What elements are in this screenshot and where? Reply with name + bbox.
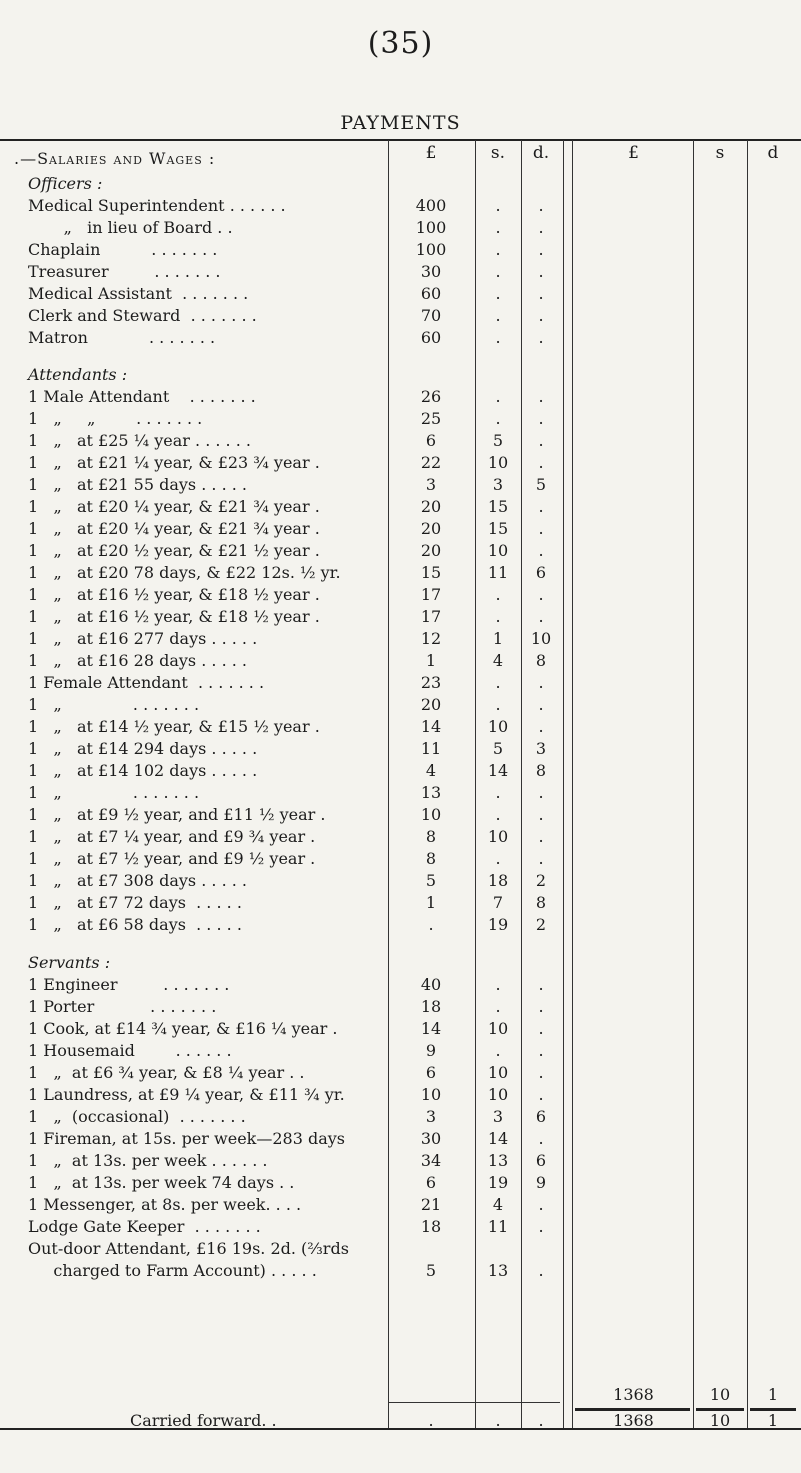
ledger-row	[0, 239, 801, 261]
ledger-row	[0, 782, 801, 804]
header-pounds: £	[425, 143, 437, 163]
amount-shillings: 13	[487, 1151, 509, 1170]
amount-pounds: 6	[425, 1173, 437, 1192]
ledger-row	[0, 1084, 801, 1106]
carried-forward-pence-total: 1	[767, 1411, 779, 1430]
ledger-row	[0, 1018, 801, 1040]
item-description: 1 „ at £20 ¼ year, & £21 ¾ year .	[28, 497, 320, 516]
item-description: 1 „ at 13s. per week . . . . . .	[28, 1151, 268, 1170]
ledger-row	[0, 584, 801, 606]
amount-pence: .	[538, 1063, 544, 1082]
amount-shillings: .	[495, 409, 501, 428]
ledger-row	[0, 804, 801, 826]
amount-shillings: .	[495, 849, 501, 868]
amount-pounds: 100	[415, 240, 447, 259]
item-description: 1 „ at £16 28 days . . . . .	[28, 651, 247, 670]
amount-pounds: 1	[425, 651, 437, 670]
ledger-row	[0, 996, 801, 1018]
amount-pounds: 400	[415, 196, 447, 215]
amount-pence: .	[538, 306, 544, 325]
amount-pounds: 40	[420, 975, 442, 994]
amount-pounds: 9	[425, 1041, 437, 1060]
amount-pence: 9	[535, 1173, 547, 1192]
ledger-row	[0, 606, 801, 628]
amount-pence: .	[538, 849, 544, 868]
amount-pence: .	[538, 827, 544, 846]
item-description: 1 Cook, at £14 ¾ year, & £16 ¼ year .	[28, 1019, 338, 1038]
item-description: 1 Housemaid . . . . . .	[28, 1041, 232, 1060]
item-description: 1 Male Attendant . . . . . . .	[28, 387, 256, 406]
amount-pounds: 13	[420, 783, 442, 802]
subsection-title: Officers :	[28, 174, 103, 193]
subtotal-pence: 1	[767, 1385, 779, 1404]
carried-forward-pence: .	[538, 1411, 544, 1430]
item-description: Medical Assistant . . . . . . .	[28, 284, 249, 303]
item-description: 1 „ at £6 ¾ year, & £8 ¼ year . .	[28, 1063, 305, 1082]
amount-shillings: .	[495, 585, 501, 604]
amount-pounds: 4	[425, 761, 437, 780]
amount-shillings: 10	[487, 1019, 509, 1038]
amount-shillings: .	[495, 1041, 501, 1060]
amount-shillings: 10	[487, 453, 509, 472]
ledger-row	[0, 1260, 801, 1282]
amount-pounds: 10	[420, 1085, 442, 1104]
header-pence-total: d	[767, 143, 779, 163]
amount-shillings: .	[495, 387, 501, 406]
amount-pence: .	[538, 1085, 544, 1104]
amount-shillings: 15	[487, 497, 509, 516]
ledger-row	[0, 672, 801, 694]
amount-shillings: 14	[487, 1129, 509, 1148]
subsection-row	[0, 952, 801, 974]
amount-shillings: 4	[492, 1195, 504, 1214]
amount-pence: .	[538, 1019, 544, 1038]
amount-shillings: 19	[487, 915, 509, 934]
ledger-row	[0, 1194, 801, 1216]
amount-pounds: 5	[425, 871, 437, 890]
amount-shillings: 15	[487, 519, 509, 538]
ledger-row	[0, 562, 801, 584]
amount-shillings: .	[495, 975, 501, 994]
ledger-row	[0, 305, 801, 327]
carried-forward-shillings: .	[495, 1411, 501, 1430]
amount-pence: .	[538, 1195, 544, 1214]
amount-shillings: 5	[492, 739, 504, 758]
subtotal-shillings: 10	[709, 1385, 731, 1404]
subsection-title: Attendants :	[28, 365, 128, 384]
header-shillings: s.	[490, 143, 506, 163]
subsection-row	[0, 173, 801, 195]
amount-pounds: 17	[420, 585, 442, 604]
amount-pence: .	[538, 975, 544, 994]
top-rule	[0, 139, 801, 141]
item-description: 1 „ at £20 ½ year, & £21 ½ year .	[28, 541, 320, 560]
amount-pounds: 23	[420, 673, 442, 692]
ledger-row	[0, 195, 801, 217]
item-description: Matron . . . . . . .	[28, 328, 216, 347]
amount-pounds: 20	[420, 695, 442, 714]
item-description: 1 „ at £21 55 days . . . . .	[28, 475, 247, 494]
amount-pounds: 20	[420, 541, 442, 560]
amount-shillings: .	[495, 284, 501, 303]
ledger-row	[0, 848, 801, 870]
carried-forward-pounds-total: 1368	[613, 1411, 654, 1430]
item-description: 1 Laundress, at £9 ¼ year, & £11 ¾ yr.	[28, 1085, 345, 1104]
amount-shillings: .	[495, 328, 501, 347]
amount-pence: .	[538, 541, 544, 560]
amount-pence: 2	[535, 871, 547, 890]
ledger-row	[0, 386, 801, 408]
ledger-row	[0, 826, 801, 848]
ledger-row	[0, 1172, 801, 1194]
amount-pence: .	[538, 328, 544, 347]
amount-pounds: 8	[425, 849, 437, 868]
amount-pence: .	[538, 409, 544, 428]
ledger-row	[0, 474, 801, 496]
amount-shillings: 11	[487, 1217, 509, 1236]
amount-pounds: 26	[420, 387, 442, 406]
header-pence: d.	[532, 143, 550, 163]
amount-shillings: .	[495, 607, 501, 626]
amount-shillings: 10	[487, 1085, 509, 1104]
item-description: 1 „ . . . . . . .	[28, 783, 200, 802]
item-description: 1 Engineer . . . . . . .	[28, 975, 230, 994]
amount-pence: .	[538, 196, 544, 215]
amount-pounds: 10	[420, 805, 442, 824]
amount-shillings: 13	[487, 1261, 509, 1280]
amount-pounds: 17	[420, 607, 442, 626]
amount-pence: 6	[535, 563, 547, 582]
ledger-row	[0, 518, 801, 540]
ledger-row	[0, 650, 801, 672]
amount-pence: .	[538, 717, 544, 736]
item-description: Out-door Attendant, £16 19s. 2d. (⅔rds	[28, 1239, 349, 1258]
subtotal-row	[0, 1384, 801, 1406]
item-description: Clerk and Steward . . . . . . .	[28, 306, 257, 325]
amount-pence: 3	[535, 739, 547, 758]
amount-pounds: 22	[420, 453, 442, 472]
amount-pence: .	[538, 1217, 544, 1236]
item-description: Lodge Gate Keeper . . . . . . .	[28, 1217, 261, 1236]
amount-pence: .	[538, 607, 544, 626]
item-description: Chaplain . . . . . . .	[28, 240, 218, 259]
amount-pounds: 15	[420, 563, 442, 582]
amount-shillings: 1	[492, 629, 504, 648]
amount-pence: .	[538, 695, 544, 714]
amount-pence: .	[538, 453, 544, 472]
amount-shillings: 18	[487, 871, 509, 890]
item-description: charged to Farm Account) . . . . .	[28, 1261, 317, 1280]
amount-shillings: .	[495, 306, 501, 325]
amount-pence: 5	[535, 475, 547, 494]
amount-pence: .	[538, 284, 544, 303]
amount-shillings: 3	[492, 1107, 504, 1126]
amount-pounds: 11	[420, 739, 442, 758]
item-description: 1 „ at £6 58 days . . . . .	[28, 915, 242, 934]
ledger-row	[0, 283, 801, 305]
page-number: (35)	[367, 26, 434, 61]
amount-pence: 6	[535, 1107, 547, 1126]
ledger-row	[0, 430, 801, 452]
carried-forward-row	[0, 1410, 801, 1432]
item-description: 1 Fireman, at 15s. per week—283 days	[28, 1129, 346, 1148]
header-pounds-total: £	[628, 143, 639, 163]
amount-pence: .	[538, 783, 544, 802]
amount-pounds: 21	[420, 1195, 442, 1214]
amount-shillings: 5	[492, 431, 504, 450]
amount-pence: 8	[535, 651, 547, 670]
amount-pence: .	[538, 431, 544, 450]
item-description: 1 Female Attendant . . . . . . .	[28, 673, 265, 692]
amount-shillings: 11	[487, 563, 509, 582]
item-description: 1 „ at £9 ½ year, and £11 ½ year .	[28, 805, 326, 824]
ledger-row	[0, 327, 801, 349]
item-description: Treasurer . . . . . . .	[28, 262, 221, 281]
item-description: 1 Messenger, at 8s. per week. . . .	[28, 1195, 302, 1214]
item-description: 1 „ at £20 ¼ year, & £21 ¾ year .	[28, 519, 320, 538]
amount-shillings: 3	[492, 475, 504, 494]
amount-shillings: .	[495, 695, 501, 714]
amount-shillings: .	[495, 218, 501, 237]
amount-pounds: 5	[425, 1261, 437, 1280]
carried-forward-label: Carried forward. .	[130, 1411, 277, 1430]
amount-pounds: 30	[420, 1129, 442, 1148]
amount-pence: .	[538, 1261, 544, 1280]
item-description: 1 „ at £16 ½ year, & £18 ½ year .	[28, 585, 320, 604]
ledger-row	[0, 408, 801, 430]
amount-pounds: .	[428, 915, 434, 934]
ledger-row	[0, 738, 801, 760]
ledger-row	[0, 1106, 801, 1128]
amount-pence: .	[538, 585, 544, 604]
amount-pounds: 8	[425, 827, 437, 846]
ledger-row	[0, 1040, 801, 1062]
amount-shillings: 10	[487, 827, 509, 846]
carried-forward-pounds: .	[428, 1411, 434, 1430]
section-heading	[0, 148, 801, 170]
amount-pence: .	[538, 1041, 544, 1060]
ledger-row	[0, 760, 801, 782]
amount-shillings: 10	[487, 1063, 509, 1082]
amount-pounds: 100	[415, 218, 447, 237]
amount-shillings: .	[495, 196, 501, 215]
item-description: Medical Superintendent . . . . . .	[28, 196, 286, 215]
amount-shillings: .	[495, 240, 501, 259]
amount-pounds: 18	[420, 1217, 442, 1236]
amount-pence: .	[538, 218, 544, 237]
amount-pounds: 6	[425, 1063, 437, 1082]
amount-pounds: 20	[420, 519, 442, 538]
carried-forward-shillings-total: 10	[709, 1411, 731, 1430]
item-description: 1 „ at £16 277 days . . . . .	[28, 629, 258, 648]
amount-pence: .	[538, 387, 544, 406]
amount-pounds: 6	[425, 431, 437, 450]
amount-shillings: 4	[492, 651, 504, 670]
ledger-row	[0, 217, 801, 239]
header-shillings-total: s	[715, 143, 725, 163]
amount-pence: .	[538, 673, 544, 692]
ledger-row	[0, 496, 801, 518]
amount-shillings: 19	[487, 1173, 509, 1192]
ledger-row	[0, 1238, 801, 1260]
ledger-row	[0, 1150, 801, 1172]
ledger-row	[0, 1062, 801, 1084]
ledger-row	[0, 892, 801, 914]
item-description: 1 „ at £14 102 days . . . . .	[28, 761, 258, 780]
amount-pence: .	[538, 997, 544, 1016]
amount-pence: 10	[530, 629, 552, 648]
amount-shillings: .	[495, 805, 501, 824]
item-description: 1 „ at 13s. per week 74 days . .	[28, 1173, 295, 1192]
item-description: 1 „ (occasional) . . . . . . .	[28, 1107, 246, 1126]
item-description: 1 „ . . . . . . .	[28, 695, 200, 714]
amount-pounds: 34	[420, 1151, 442, 1170]
item-description: 1 „ at £7 308 days . . . . .	[28, 871, 247, 890]
item-description: 1 „ „ . . . . . . .	[28, 409, 203, 428]
item-description: 1 „ at £14 294 days . . . . .	[28, 739, 258, 758]
amount-shillings: .	[495, 262, 501, 281]
amount-shillings: .	[495, 673, 501, 692]
ledger-row	[0, 716, 801, 738]
amount-pence: .	[538, 1129, 544, 1148]
amount-pence: .	[538, 240, 544, 259]
item-description: 1 „ at £14 ½ year, & £15 ½ year .	[28, 717, 320, 736]
amount-pounds: 3	[425, 1107, 437, 1126]
amount-pounds: 25	[420, 409, 442, 428]
subsection-row	[0, 364, 801, 386]
amount-pence: 8	[535, 761, 547, 780]
ledger-row	[0, 452, 801, 474]
section-heading-text: .—Salaries and Wages :	[14, 149, 216, 168]
ledger-row	[0, 694, 801, 716]
amount-pence: .	[538, 262, 544, 281]
amount-pounds: 70	[420, 306, 442, 325]
amount-pounds: 60	[420, 328, 442, 347]
amount-pounds: 20	[420, 497, 442, 516]
item-description: 1 „ at £7 ½ year, and £9 ½ year .	[28, 849, 316, 868]
item-description: 1 „ at £25 ¼ year . . . . . .	[28, 431, 251, 450]
ledger-row	[0, 974, 801, 996]
subsection-title: Servants :	[28, 953, 111, 972]
subtotal-pounds: 1368	[613, 1385, 654, 1404]
amount-pounds: 3	[425, 475, 437, 494]
item-description: 1 „ at £7 ¼ year, and £9 ¾ year .	[28, 827, 316, 846]
ledger-row	[0, 628, 801, 650]
amount-pence: .	[538, 805, 544, 824]
amount-pounds: 30	[420, 262, 442, 281]
amount-pence: 6	[535, 1151, 547, 1170]
amount-pence: 8	[535, 893, 547, 912]
amount-pounds: 1	[425, 893, 437, 912]
amount-pounds: 14	[420, 1019, 442, 1038]
amount-shillings: 14	[487, 761, 509, 780]
page-title: PAYMENTS	[340, 112, 461, 134]
ledger-row	[0, 1128, 801, 1150]
amount-shillings: 7	[492, 893, 504, 912]
amount-shillings: 10	[487, 541, 509, 560]
amount-pence: .	[538, 497, 544, 516]
item-description: „ in lieu of Board . .	[28, 218, 233, 237]
amount-pence: 2	[535, 915, 547, 934]
item-description: 1 „ at £7 72 days . . . . .	[28, 893, 242, 912]
amount-pounds: 12	[420, 629, 442, 648]
item-description: 1 „ at £21 ¼ year, & £23 ¾ year .	[28, 453, 320, 472]
ledger-row	[0, 540, 801, 562]
item-description: 1 „ at £16 ½ year, & £18 ½ year .	[28, 607, 320, 626]
amount-pounds: 18	[420, 997, 442, 1016]
item-description: 1 „ at £20 78 days, & £22 12s. ½ yr.	[28, 563, 341, 582]
amount-shillings: .	[495, 783, 501, 802]
ledger-row	[0, 870, 801, 892]
ledger-row	[0, 914, 801, 936]
amount-shillings: .	[495, 997, 501, 1016]
amount-pounds: 14	[420, 717, 442, 736]
amount-pence: .	[538, 519, 544, 538]
amount-shillings: 10	[487, 717, 509, 736]
ledger-row	[0, 1216, 801, 1238]
ledger-row	[0, 261, 801, 283]
amount-pounds: 60	[420, 284, 442, 303]
item-description: 1 Porter . . . . . . .	[28, 997, 217, 1016]
